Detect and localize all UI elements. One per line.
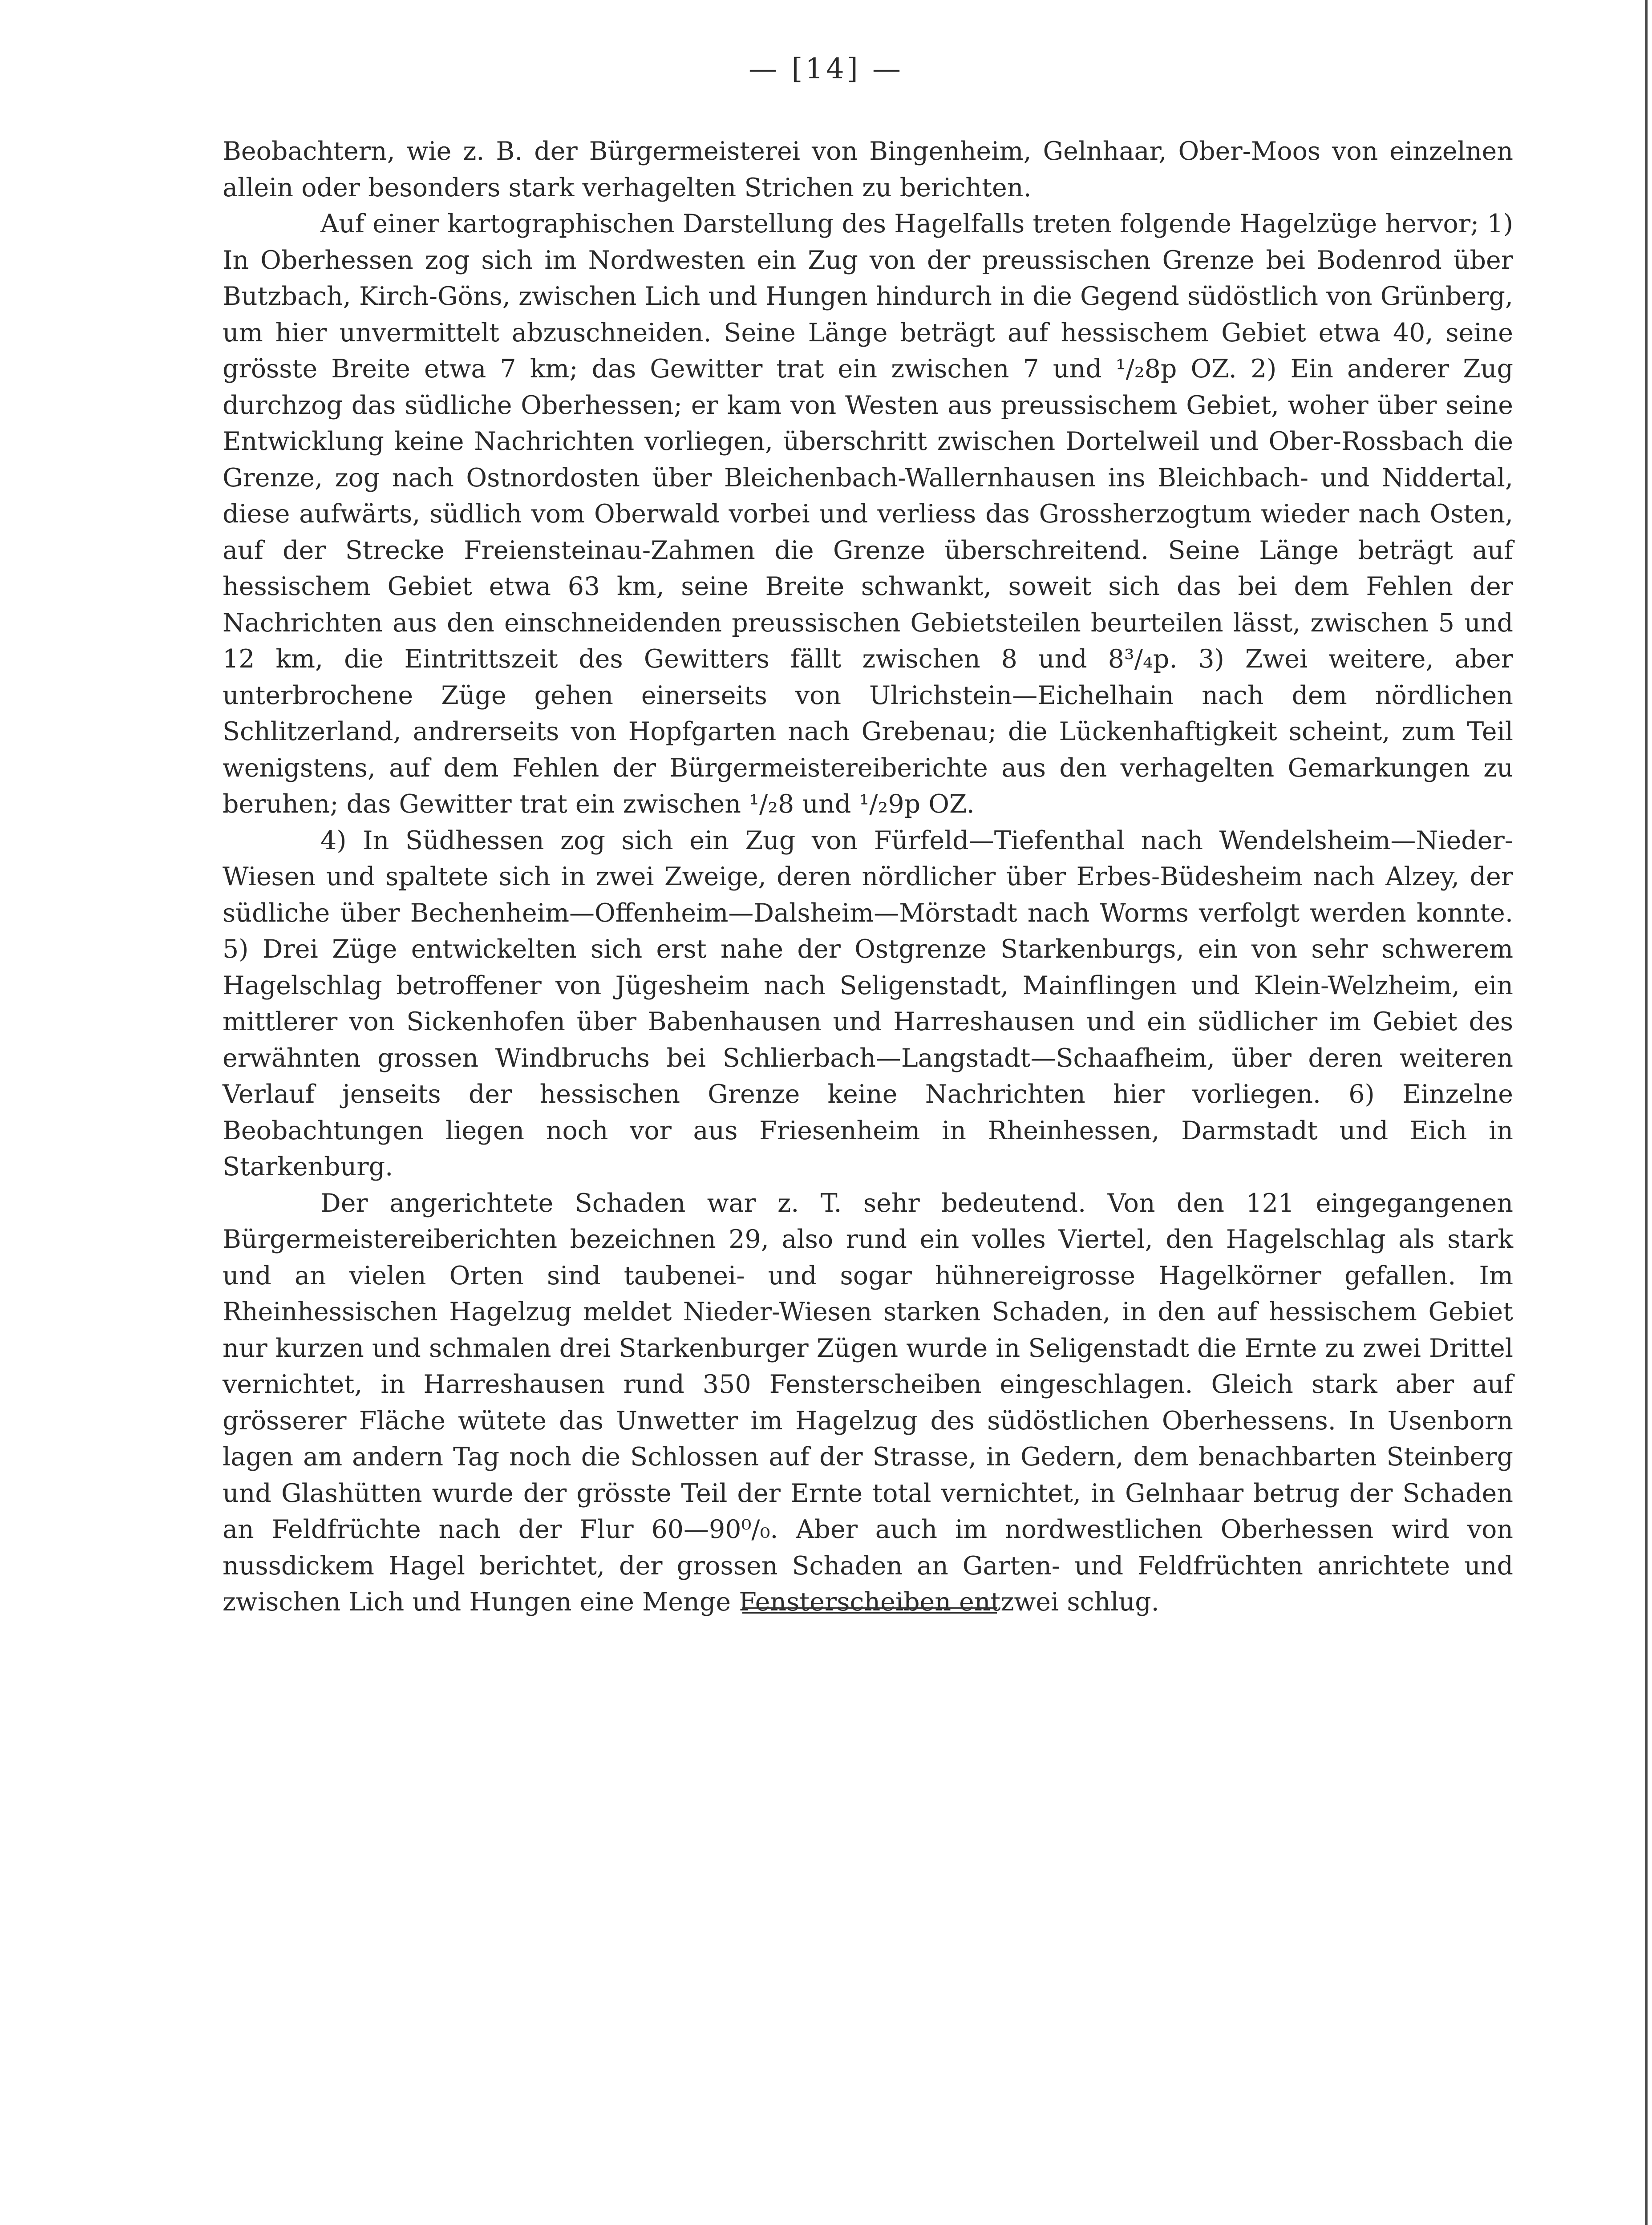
end-double-rule <box>742 1607 997 1614</box>
page-edge <box>1645 0 1652 2225</box>
paragraph-1: Beobachtern, wie z. B. der Bürgermeisterei von Bingenheim, Gelnhaar, Ober-Moos von einzelnen allein oder besonders stark verhagelten Strichen zu berichten. <box>223 137 1513 202</box>
paragraph-2: Auf einer kartographischen Darstellung des Hagelfalls treten folgende Hagelzüge hervor; 1) In Oberhessen zog sich im Nordwesten ein Zug von der preussischen Grenze bei Bodenrod über Butzbach, Kirch-Göns, zwischen Lich und Hungen hindurch in die Gegend südöstlich von Grünberg, um hier unvermittelt abzuschneiden. Seine Länge beträgt auf hessischem Gebiet etwa 40, seine grösste Breite etwa 7 km; das Gewitter trat ein zwischen 7 und ¹/₂8p OZ. 2) Ein anderer Zug durchzog das südliche Oberhessen; er kam von Westen aus preussischem Gebiet, woher über seine Entwicklung keine Nachrichten vorliegen, überschritt zwischen Dortelweil und Ober-Rossbach die Grenze, zog nach Ostnordosten über Bleichenbach-Wallernhausen ins Bleichbach- und Niddertal, diese aufwärts, südlich vom Oberwald vorbei und verliess das Grossherzogtum wieder nach Osten, auf der Strecke Freiensteinau-Zahmen die Grenze überschreitend. Seine Länge beträgt auf hessischem Gebiet etwa 63 km, seine Breite schwankt, soweit sich das bei dem Fehlen der Nachrichten aus den einschneidenden preussischen Gebietsteilen beurteilen lässt, zwischen 5 und 12 km, die Eintrittszeit des Gewitters fällt zwischen 8 und 8³/₄p. 3) Zwei weitere, aber unterbrochene Züge gehen einerseits von Ulrichstein—Eichelhain nach dem nördlichen Schlitzerland, andrerseits von Hopfgarten nach Grebenau; die Lückenhaftigkeit scheint, zum Teil wenigstens, auf dem Fehlen der Bürgermeistereiberichte aus den verhagelten Gemarkungen zu beruhen; das Gewitter trat ein zwischen ¹/₂8 und ¹/₂9p OZ. <box>223 209 1513 819</box>
page-number: — [14] — <box>748 53 904 85</box>
paragraph-4: Der angerichtete Schaden war z. T. sehr bedeutend. Von den 121 eingegangenen Bürgermeistereiberichten bezeichnen 29, also rund ein volles Viertel, den Hagelschlag als stark und an vielen Orten sind taubenei- und sogar hühnereigrosse Hagelkörner gefallen. Im Rheinhessischen Hagelzug meldet Nieder-Wiesen starken Schaden, in den auf hessischem Gebiet nur kurzen und schmalen drei Starkenburger Zügen wurde in Seligenstadt die Ernte zu zwei Drittel vernichtet, in Harreshausen rund 350 Fensterscheiben eingeschlagen. Gleich stark aber auf grösserer Fläche wütete das Unwetter im Hagelzug des südöstlichen Oberhessens. In Usenborn lagen am andern Tag noch die Schlossen auf der Strasse, in Gedern, dem benachbarten Steinberg und Glashütten wurde der grösste Teil der Ernte total vernichtet, in Gelnhaar betrug der Schaden an Feldfrüchte nach der Flur 60—90⁰/₀. Aber auch im nordwestlichen Oberhessen wird von nussdickem Hagel berichtet, der grossen Schaden an Garten- und Feldfrüchten anrichtete und zwischen Lich und Hungen eine Menge Fensterscheiben entzwei schlug. <box>223 1188 1513 1617</box>
body-text <box>223 134 1513 1621</box>
paragraph-3: 4) In Südhessen zog sich ein Zug von Fürfeld—Tiefenthal nach Wendelsheim—Nieder-Wiesen und spaltete sich in zwei Zweige, deren nördlicher über Erbes-Büdesheim nach Alzey, der südliche über Bechenheim—Offenheim—Dalsheim—Mörstadt nach Worms verfolgt werden konnte. 5) Drei Züge entwickelten sich erst nahe der Ostgrenze Starkenburgs, ein von sehr schwerem Hagelschlag betroffener von Jügesheim nach Seligenstadt, Mainflingen und Klein-Welzheim, ein mittlerer von Sickenhofen über Babenhausen und Harreshausen und ein südlicher im Gebiet des erwähnten grossen Windbruchs bei Schlierbach—Langstadt—Schaafheim, über deren weiteren Verlauf jenseits der hessischen Grenze keine Nachrichten hier vorliegen. 6) Einzelne Beobachtungen liegen noch vor aus Friesenheim in Rheinhessen, Darmstadt und Eich in Starkenburg. <box>223 825 1513 1181</box>
